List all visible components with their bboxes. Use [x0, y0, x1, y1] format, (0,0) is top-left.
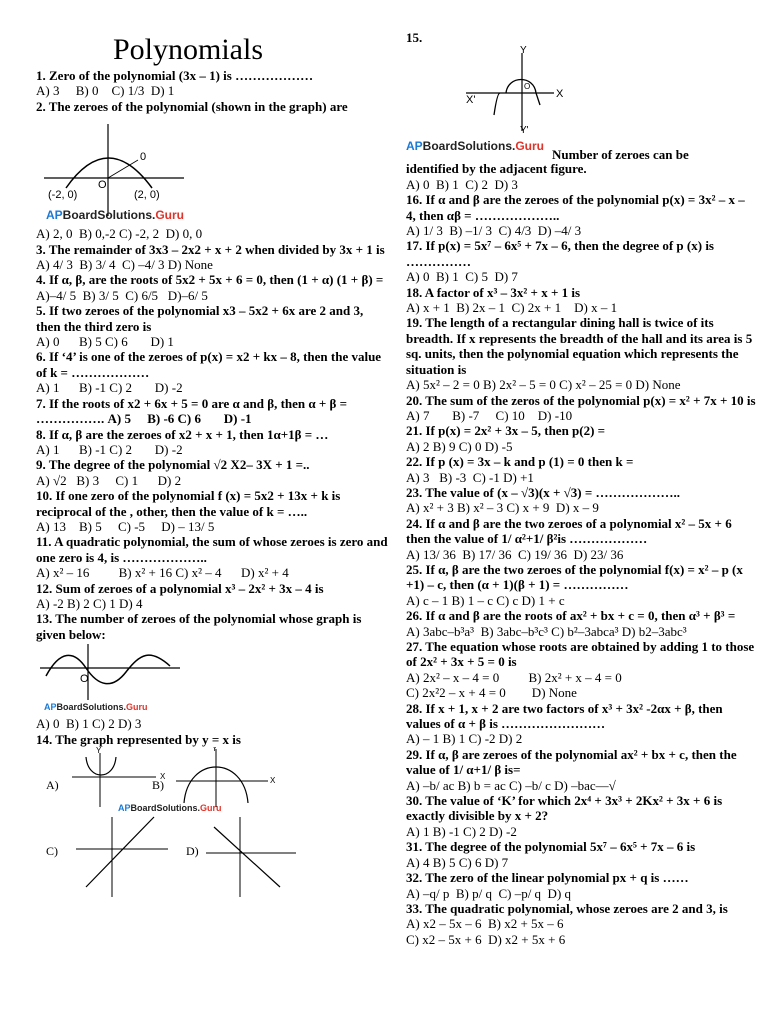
options-q27: A) 2x² – x – 4 = 0 B) 2x² + x – 4 = 0: [406, 669, 622, 685]
options-q5: A) 0 B) 5 C) 6 D) 1: [36, 334, 174, 350]
q2-graph: [36, 114, 390, 222]
svg-text:X: X: [270, 776, 276, 785]
options-q4: A)–4/ 5 B) 3/ 5 C) 6/5 D)–6/ 5: [36, 287, 208, 303]
left-column: [36, 0, 390, 897]
svg-text:Y: Y: [520, 45, 527, 57]
question-q27: 27. The equation whose roots are obtained by adding 1 to those of 2x² + 3x + 5 = 0 is: [406, 639, 755, 670]
watermark-logo: APBoardSolutions.Guru: [118, 803, 222, 813]
question-q24: 24. If α and β are the two zeroes of a polynomial x² – 5x + 6 then the value of 1/ α²+1/ β²is ………………: [406, 515, 732, 547]
question-q19: 19. The length of a rectangular dining hall is twice of its breadth. If x represents the breadth of the hall and its area is 5 sq. units, then the polynomial equation which represents the situation is: [406, 315, 753, 377]
q15-figure: [436, 45, 586, 135]
options-q13a: A) 0 B) 1 C) 2 D) 3: [36, 716, 142, 732]
question-q22: 22. If p (x) = 3x – k and p (1) = 0 then k =: [406, 454, 634, 470]
q2-label-zero: 0: [140, 151, 147, 164]
options-q31: A) 4 B) 5 C) 6 D) 7: [406, 854, 509, 870]
options-q29: A) –b/ ac B) b = ac C) –b/ c D) –bac—√: [406, 777, 616, 793]
question-q26: 26. If α and β are the roots of ax² + bx + c = 0, then α³ + β³ =: [406, 608, 736, 624]
question-q13: 13. The number of zeroes of the polynomial whose graph is given below:: [36, 611, 362, 642]
options-q20: A) 7 B) -7 C) 10 D) -10: [406, 407, 573, 423]
options-q2a: A) 2, 0 B) 0,-2 C) -2, 2 D) 0, 0: [36, 226, 203, 242]
question-q17: 17. If p(x) = 5x⁷ – 6x⁵ + 7x – 6, then the degree of p (x) is ……………: [406, 238, 714, 269]
q2-label-origin: O: [98, 179, 107, 192]
options-q16: A) 1/ 3 B) –1/ 3 C) 4/3 D) –4/ 3: [406, 223, 582, 239]
question-q2: 2. The zeroes of the polynomial (shown in the graph) are: [36, 98, 348, 114]
options-q9: A) √2 B) 3 C) 1 D) 2: [36, 472, 182, 488]
question-q1: 1. Zero of the polynomial (3x – 1) is ………………: [36, 68, 314, 83]
q15-graph: [406, 45, 756, 163]
options-q30: A) 1 B) -1 C) 2 D) -2: [406, 823, 517, 839]
svg-text:X: X: [556, 88, 564, 101]
options-q32: A) –q/ p B) p/ q C) –p/ q D) q: [406, 885, 572, 901]
watermark-logo: APBoardSolutions.Guru: [44, 702, 148, 713]
q14-option-d-label: D): [186, 844, 199, 858]
options-q18: A) x + 1 B) 2x – 1 C) 2x + 1 D) x – 1: [406, 300, 618, 316]
question-block-right: [406, 192, 756, 947]
question-q28: 28. If x + 1, x + 2 are two factors of x³ + 3x² -2αx + β, then values of α + β is ……………………: [406, 700, 723, 732]
watermark-logo: APBoardSolutions.Guru: [406, 139, 545, 154]
options-q26: A) 3abc–b³a³ B) 3abc–b³c³ C) b²–3abca³ D) b2–3abc³: [406, 623, 687, 639]
options-q17: A) 0 B) 1 C) 5 D) 7: [406, 269, 518, 285]
options-q27: C) 2x²2 – x + 4 = 0 D) None: [406, 685, 577, 701]
svg-text:Y: Y: [96, 747, 102, 755]
question-block-q2a-q13: [36, 226, 390, 642]
options-q24: A) 13/ 36 B) 17/ 36 C) 19/ 36 D) 23/ 36: [406, 546, 624, 562]
q14-option-a-label: A): [46, 778, 59, 792]
q13-graph: [36, 642, 390, 714]
question-q14: 14. The graph represented by y = x is: [36, 731, 241, 747]
options-q8: A) 1 B) -1 C) 2 D) -2: [36, 441, 183, 457]
question-q18: 18. A factor of x³ – 3x² + x + 1 is: [406, 284, 581, 300]
q14-options-figure: [36, 747, 376, 897]
question-q30: 30. The value of ‘K’ for which 2x⁴ + 3x³ + 2Kx² + 3x + 6 is exactly divisible by x + 2?: [406, 793, 723, 824]
question-q29: 29. If α, β are zeroes of the polynomial ax² + bx + c, then the value of 1/ α+1/ β is=: [406, 746, 737, 778]
options-q10: A) 13 B) 5 C) -5 D) – 13/ 5: [36, 518, 215, 534]
options-q12: A) -2 B) 2 C) 1 D) 4: [36, 595, 143, 611]
q13-label-origin: O: [80, 673, 89, 686]
svg-text:O: O: [524, 82, 531, 92]
question-q23: 23. The value of (x – √3)(x + √3) = ………………..: [406, 484, 681, 500]
options-q22: A) 3 B) -3 C) -1 D) +1: [406, 469, 534, 485]
page-title: Polynomials: [112, 33, 263, 66]
options-q19: A) 5x² – 2 = 0 B) 2x² – 5 = 0 C) x² – 25 = 0 D) None: [406, 377, 681, 393]
question-q4: 4. If α, β, are the roots of 5x2 + 5x + 6 = 0, then (1 + α) (1 + β) =: [36, 272, 384, 288]
question-q32: 32. The zero of the linear polynomial px + q is ……: [406, 870, 689, 886]
question-q7: 7. If the roots of x2 + 6x + 5 = 0 are α and β, then α + β = ……………. A) 5 B) -6 C) 6 D) -1: [36, 395, 348, 427]
svg-text:Y': Y': [520, 125, 529, 136]
question-q9: 9. The degree of the polynomial √2 X2– 3X + 1 =..: [36, 457, 310, 473]
q15-text: identified by the adjacent figure.: [406, 161, 587, 177]
question-q16: 16. If α and β are the zeroes of the polynomial p(x) = 3x² – x – 4, then αβ = ………………..: [406, 192, 745, 223]
svg-text:Y: Y: [212, 747, 218, 753]
svg-text:X': X': [466, 94, 476, 107]
q13-wave-figure: [40, 644, 190, 700]
q15-number: 15.: [406, 30, 423, 45]
options-q33: C) x2 – 5x + 6 D) x2 + 5x + 6: [406, 931, 566, 947]
question-q5: 5. If two zeroes of the polynomial x3 – 5x2 + 6x are 2 and 3, then the third zero is: [36, 303, 364, 334]
question-q25: 25. If α, β are the two zeroes of the polynomial f(x) = x² – p (x +1) – c, then (α + 1)(β + 1) = ……………: [406, 561, 743, 593]
options-q11: A) x² – 16 B) x² + 16 C) x² – 4 D) x² + 4: [36, 565, 289, 581]
question-block-q1-q2: [36, 68, 390, 114]
question-q10: 10. If one zero of the polynomial f (x) = 5x2 + 13x + k is reciprocal of the , other, then the value of k = …..: [36, 488, 341, 519]
question-q21: 21. If p(x) = 2x² + 3x – 5, then p(2) =: [406, 423, 606, 439]
q15-options: A) 0 B) 1 C) 2 D) 3: [406, 176, 518, 192]
options-q23: A) x² + 3 B) x² – 3 C) x + 9 D) x – 9: [406, 500, 599, 516]
options-q25: A) c – 1 B) 1 – c C) c D) 1 + c: [406, 592, 565, 608]
question-q31: 31. The degree of the polynomial 5x⁷ – 6x⁵ + 7x – 6 is: [406, 839, 696, 855]
question-q11: 11. A quadratic polynomial, the sum of whose zeroes is zero and one zero is 4, is ………………..: [36, 534, 388, 565]
svg-text:X: X: [160, 772, 166, 781]
options-q6: A) 1 B) -1 C) 2 D) -2: [36, 380, 183, 396]
q14-option-b-label: B): [152, 778, 164, 792]
watermark-logo: APBoardSolutions.Guru: [46, 208, 185, 223]
q2-label-right-point: (2, 0): [134, 189, 160, 202]
options-q1: A) 3 B) 0 C) 1/3 D) 1: [36, 83, 175, 99]
question-q3: 3. The remainder of 3x3 – 2x2 + x + 2 when divided by 3x + 1 is: [36, 241, 385, 257]
q14-option-c-label: C): [46, 844, 58, 858]
q15-side-text: Number of zeroes can be: [552, 147, 689, 163]
options-q28: A) – 1 B) 1 C) -2 D) 2: [406, 731, 523, 747]
right-column: [406, 30, 756, 947]
question-q6: 6. If ‘4’ is one of the zeroes of p(x) = x2 + kx – 8, then the value of k = ………………: [36, 349, 382, 380]
options-q21: A) 2 B) 9 C) 0 D) -5: [406, 438, 513, 454]
question-block-q13a-q14: [36, 716, 390, 747]
question-q20: 20. The sum of the zeros of the polynomial p(x) = x² + 7x + 10 is: [406, 392, 756, 408]
question-q8: 8. If α, β are the zeroes of x2 + x + 1, then 1α+1β = …: [36, 426, 329, 442]
question-q33: 33. The quadratic polynomial, whose zeroes are 2 and 3, is: [406, 900, 728, 916]
options-q33: A) x2 – 5x – 6 B) x2 + 5x – 6: [406, 916, 564, 932]
q2-parabola-figure: [44, 116, 214, 216]
question-q12: 12. Sum of zeroes of a polynomial x³ – 2x² + 3x – 4 is: [36, 580, 324, 596]
q14-graphs: [36, 747, 390, 897]
options-q3: A) 4/ 3 B) 3/ 4 C) –4/ 3 D) None: [36, 257, 213, 273]
q2-label-left-point: (-2, 0): [48, 189, 78, 202]
